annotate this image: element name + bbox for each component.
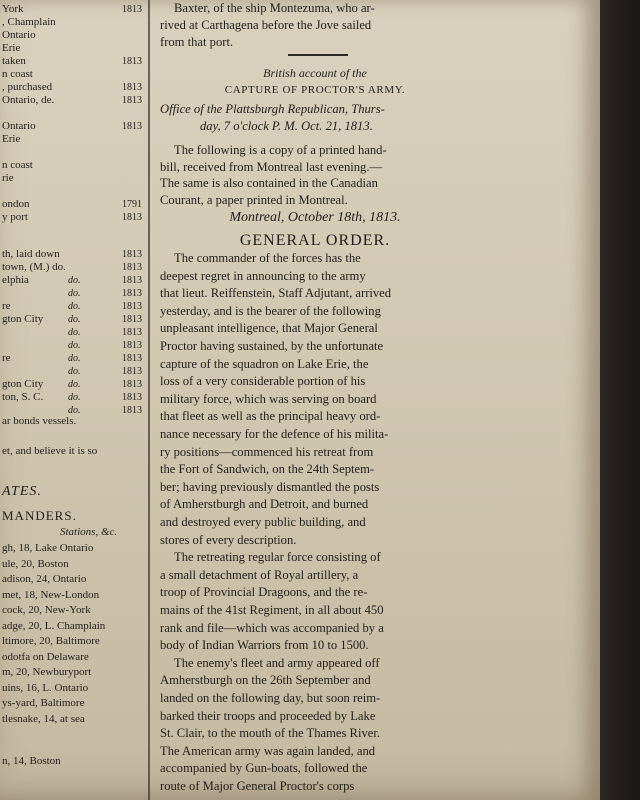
top-line: rived at Carthagena before the Jove sailed — [160, 18, 372, 32]
laid-ditto: do. — [68, 392, 81, 403]
body-line: The enemy's fleet and army appeared off — [174, 655, 380, 670]
commander-text: adison, 24, Ontario — [2, 573, 87, 585]
laid-ditto: do. — [68, 366, 81, 377]
laid-year: 1813 — [122, 301, 142, 312]
laid-ditto: do. — [68, 327, 81, 338]
ship-name: rie — [2, 172, 14, 184]
laid-ditto: do. — [68, 379, 81, 390]
dateline: Montreal, October 18th, 1813. — [229, 210, 401, 225]
note-text: ar bonds vessels. — [2, 415, 77, 427]
left-column — [0, 0, 148, 800]
top-line: from that port. — [160, 35, 234, 49]
commander-row — [0, 712, 148, 727]
laid-ditto: do. — [68, 275, 81, 286]
intro-line: The same is also contained in the Canadian — [160, 176, 378, 190]
body-line: Amherstburgh on the 26th September and — [160, 673, 371, 688]
laid-year: 1813 — [122, 249, 142, 260]
body-line: yesterday, and is the bearer of the following — [160, 303, 381, 318]
laid-place: elphia — [2, 274, 29, 286]
body-line: ber; having previously dismantled the posts — [160, 479, 380, 494]
ship-year: 1813 — [122, 95, 142, 106]
laid-year: 1813 — [122, 262, 142, 273]
body-line: rank and file—which was accompanied by a — [160, 620, 384, 635]
note-row — [0, 414, 148, 429]
laid-year: 1813 — [122, 314, 142, 325]
laid-year: 1813 — [122, 405, 142, 416]
office-line: Office of the Plattsburgh Republican, Thurs- — [160, 102, 385, 116]
office-line: day, 7 o'clock P. M. Oct. 21, 1813. — [200, 119, 373, 133]
ship-year: 1813 — [122, 56, 142, 67]
commander-text: odotfa on Delaware — [2, 650, 89, 663]
body-line: military force, which was serving on board — [160, 391, 377, 406]
body-line: that fleet as well as the principal heavy ord- — [160, 409, 381, 424]
believe-text: et, and believe it is so — [2, 445, 98, 457]
ship-year: 1791 — [122, 199, 142, 210]
commander-row — [0, 541, 148, 556]
intro-line: The following is a copy of a printed hand- — [174, 143, 387, 157]
laid-place: re — [2, 300, 11, 312]
body-line: of Amherstburgh and Detroit, and burned — [160, 497, 369, 512]
body-line: St. Clair, to the mouth of the Thames River. — [160, 726, 380, 741]
intro-line: bill, received from Montreal last evening.— — [160, 159, 383, 174]
laid-year: 1813 — [122, 379, 142, 390]
commander-row — [0, 572, 148, 587]
top-line: Baxter, of the ship Montezuma, who ar- — [174, 1, 375, 15]
commander-text: ltimore, 20, Baltimore — [2, 635, 100, 647]
ship-name: n coast — [2, 159, 33, 171]
ship-name: taken — [2, 55, 26, 67]
laid-ditto: do. — [68, 353, 81, 364]
ship-name: Ontario, de. — [2, 94, 55, 106]
ship-name: Ontario — [2, 120, 36, 132]
body-line: deepest regret in announcing to the army — [160, 268, 366, 283]
body-line: that lieut. Reiffenstein, Staff Adjutant, arrived — [160, 286, 392, 301]
general-order-heading: GENERAL ORDER. — [239, 232, 391, 249]
body-line: The retreating regular force consisting of — [174, 550, 381, 565]
ship-name: Ontario — [2, 29, 36, 41]
commander-text: ule, 20, Boston — [2, 557, 69, 570]
body-line: The commander of the forces has the — [174, 251, 361, 265]
last-row — [0, 754, 148, 769]
body-line: stores of every description. — [160, 532, 297, 547]
laid-year: 1813 — [122, 327, 142, 338]
body-line: nance necessary for the defence of his milita- — [160, 427, 389, 441]
laid-place: re — [2, 352, 11, 364]
body-line: landed on the following day, but soon reim- — [160, 691, 381, 705]
laid-place: gton City — [2, 313, 44, 325]
believe-row — [0, 444, 148, 459]
body-line: body of Indian Warriors from 10 to 1500. — [160, 638, 369, 653]
laid-year: 1813 — [122, 366, 142, 377]
laid-ditto: do. — [68, 405, 81, 416]
commander-row — [0, 650, 148, 665]
ship-year: 1813 — [122, 212, 142, 223]
commander-row — [0, 634, 148, 649]
laid-ditto: do. — [68, 314, 81, 325]
commander-row — [0, 681, 148, 696]
ship-name: York — [2, 3, 24, 15]
commander-row — [0, 557, 148, 572]
ship-year: 1813 — [122, 121, 142, 132]
ship-year: 1813 — [122, 82, 142, 93]
commander-row — [0, 696, 148, 711]
laid-ditto: do. — [68, 288, 81, 299]
laid-ditto: do. — [68, 301, 81, 312]
body-line: capture of the squadron on Lake Erie, the — [160, 356, 369, 371]
body-line: mains of the 41st Regiment, in all about 450 — [160, 603, 384, 617]
intro-line: Courant, a paper printed in Montreal. — [160, 192, 348, 207]
british-account-line: British account of the — [263, 66, 367, 80]
laid-place: th, laid down — [2, 248, 60, 260]
commander-text: gh, 18, Lake Ontario — [2, 542, 94, 554]
ship-name: , Champlain — [2, 16, 56, 28]
section-divider — [288, 54, 348, 56]
body-line: accompanied by Gun-boats, followed the — [160, 761, 368, 776]
laid-ditto: do. — [68, 340, 81, 351]
laid-year: 1813 — [122, 353, 142, 364]
laid-year: 1813 — [122, 392, 142, 403]
commander-text: uins, 16, L. Ontario — [2, 681, 89, 694]
laid-place: gton City — [2, 378, 44, 390]
ship-row — [0, 210, 148, 225]
body-line: route of Major General Proctor's corps — [160, 779, 355, 793]
body-line: Proctor having sustained, by the unfortunate — [160, 339, 384, 353]
ship-name: n coast — [2, 68, 33, 80]
body-line: troop of Provincial Dragoons, and the re- — [160, 585, 368, 600]
last-row-text: n, 14, Boston — [2, 755, 61, 767]
laid-year: 1813 — [122, 288, 142, 299]
commander-text: cock, 20, New-York — [2, 604, 91, 616]
commander-row — [0, 603, 148, 618]
body-line: The American army was again landed, and — [160, 743, 376, 758]
laid-place: town, (M.) do. — [2, 261, 66, 273]
body-line: the Fort of Sandwich, on the 24th Septem- — [160, 462, 375, 477]
capture-heading: CAPTURE OF PROCTOR'S ARMY. — [224, 84, 406, 96]
commander-text: met, 18, New-London — [2, 588, 100, 601]
commander-text: m, 20, Newburyport — [2, 666, 92, 678]
body-line: unpleasant intelligence, that Major General — [160, 321, 378, 336]
ship-name: ondon — [2, 198, 30, 210]
laid-year: 1813 — [122, 275, 142, 286]
stations-label: Stations, &c. — [60, 526, 118, 538]
body-line: and destroyed every public building, and — [160, 515, 366, 529]
states-heading: ATES. — [2, 484, 42, 499]
commander-text: ys-yard, Baltimore — [2, 697, 85, 709]
ship-name: Erie — [2, 42, 21, 54]
ship-name: , purchased — [2, 81, 53, 93]
commander-row — [0, 588, 148, 603]
ship-name: Erie — [2, 133, 21, 145]
ship-name: y port — [2, 211, 28, 223]
commander-row — [0, 665, 148, 680]
laid-year: 1813 — [122, 340, 142, 351]
body-line: barked their troops and proceeded by Lake — [160, 708, 376, 723]
body-line: loss of a very considerable portion of his — [160, 374, 366, 389]
right-column — [160, 0, 590, 800]
commanders-heading: MANDERS. — [2, 508, 77, 523]
laid-place: ton, S. C. — [2, 391, 44, 403]
body-line: a small detachment of Royal artillery, a — [160, 567, 359, 582]
commander-text: tlesnake, 14, at sea — [2, 712, 85, 725]
column-rule — [148, 0, 150, 800]
ship-year: 1813 — [122, 4, 142, 15]
commander-text: adge, 20, L. Champlain — [2, 619, 106, 632]
commander-row — [0, 619, 148, 634]
body-line: ry positions—commenced his retreat from — [160, 444, 374, 459]
